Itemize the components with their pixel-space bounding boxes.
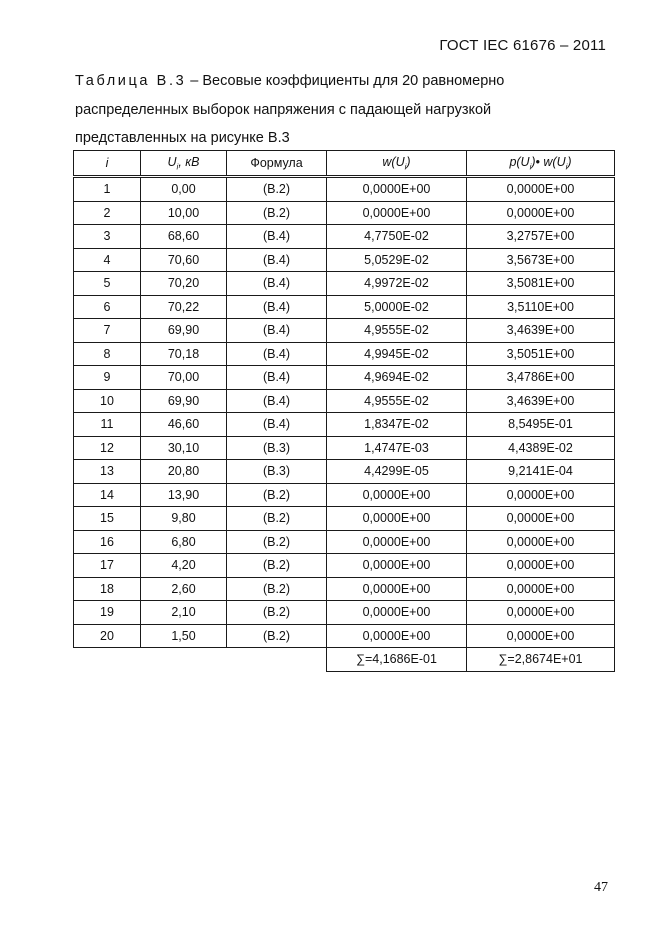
cell-voltage: 30,10 (141, 436, 227, 460)
cell-weight: 0,0000E+00 (327, 507, 467, 531)
cell-weighted-product: 3,5051E+00 (467, 342, 615, 366)
cell-formula: (В.4) (227, 366, 327, 390)
cell-index: 7 (74, 319, 141, 343)
cell-index: 10 (74, 389, 141, 413)
document-standard-header: ГОСТ IEC 61676 – 2011 (439, 37, 606, 54)
cell-weighted-product: 4,4389E-02 (467, 436, 615, 460)
cell-weighted-product: 0,0000E+00 (467, 554, 615, 578)
column-header-formula: Формула (227, 151, 327, 177)
cell-formula: (В.4) (227, 319, 327, 343)
table-row (74, 483, 615, 507)
cell-index: 13 (74, 460, 141, 484)
cell-formula: (В.4) (227, 413, 327, 437)
table-header-row (74, 151, 615, 177)
cell-formula: (В.2) (227, 201, 327, 225)
cell-index: 20 (74, 624, 141, 648)
cell-index: 16 (74, 530, 141, 554)
table-row (74, 389, 615, 413)
cell-weight: 4,7750E-02 (327, 225, 467, 249)
cell-index: 19 (74, 601, 141, 625)
table-row (74, 319, 615, 343)
cell-weight: 4,9945E-02 (327, 342, 467, 366)
cell-voltage: 2,10 (141, 601, 227, 625)
cell-index: 2 (74, 201, 141, 225)
cell-weighted-product: 3,5673E+00 (467, 248, 615, 272)
cell-voltage: 0,00 (141, 177, 227, 202)
cell-weighted-product: 8,5495E-01 (467, 413, 615, 437)
cell-index: 5 (74, 272, 141, 296)
cell-voltage: 46,60 (141, 413, 227, 437)
cell-weighted-product: 0,0000E+00 (467, 577, 615, 601)
cell-voltage: 20,80 (141, 460, 227, 484)
cell-weighted-product: 3,5110E+00 (467, 295, 615, 319)
table-row (74, 342, 615, 366)
table-row (74, 436, 615, 460)
cell-formula: (В.4) (227, 342, 327, 366)
cell-weight: 4,9694E-02 (327, 366, 467, 390)
cell-weighted-product: 0,0000E+00 (467, 483, 615, 507)
cell-weighted-product: 3,2757E+00 (467, 225, 615, 249)
cell-weight: 0,0000E+00 (327, 601, 467, 625)
table-row (74, 366, 615, 390)
table-row (74, 177, 615, 202)
cell-weight: 0,0000E+00 (327, 483, 467, 507)
cell-index: 4 (74, 248, 141, 272)
cell-voltage: 69,90 (141, 389, 227, 413)
column-header-i: i (74, 151, 141, 177)
cell-weight: 0,0000E+00 (327, 530, 467, 554)
cell-index: 6 (74, 295, 141, 319)
caption-line-3: представленных на рисунке В.3 (75, 130, 290, 146)
cell-voltage: 13,90 (141, 483, 227, 507)
cell-index: 12 (74, 436, 141, 460)
cell-weight: 4,9555E-02 (327, 389, 467, 413)
weight-coefficients-table (73, 150, 615, 672)
cell-formula: (В.4) (227, 295, 327, 319)
cell-voltage: 70,22 (141, 295, 227, 319)
cell-formula: (В.4) (227, 248, 327, 272)
cell-voltage: 70,20 (141, 272, 227, 296)
cell-voltage: 70,18 (141, 342, 227, 366)
cell-index: 8 (74, 342, 141, 366)
table-row (74, 225, 615, 249)
cell-index: 3 (74, 225, 141, 249)
column-header-weighted-product: $p(U_i)•$ $w(U_i)$ (467, 151, 615, 177)
table-caption (75, 67, 615, 153)
cell-formula: (В.4) (227, 389, 327, 413)
cell-weight: 0,0000E+00 (327, 577, 467, 601)
sum-blank-cell (141, 648, 227, 672)
cell-index: 15 (74, 507, 141, 531)
cell-voltage: 70,60 (141, 248, 227, 272)
cell-formula: (В.2) (227, 624, 327, 648)
cell-formula: (В.4) (227, 225, 327, 249)
table-row (74, 295, 615, 319)
cell-weight: 4,9555E-02 (327, 319, 467, 343)
table-row (74, 272, 615, 296)
table-row (74, 554, 615, 578)
cell-voltage: 6,80 (141, 530, 227, 554)
cell-weight: 5,0000E-02 (327, 295, 467, 319)
caption-line-1 (75, 67, 615, 96)
cell-voltage: 1,50 (141, 624, 227, 648)
cell-formula: (В.2) (227, 577, 327, 601)
cell-formula: (В.2) (227, 507, 327, 531)
caption-text-1: – Весовые коэффициенты для 20 равномерно (186, 73, 505, 89)
cell-voltage: 69,90 (141, 319, 227, 343)
cell-formula: (В.2) (227, 483, 327, 507)
cell-weight: 0,0000E+00 (327, 554, 467, 578)
table-row (74, 413, 615, 437)
cell-weight: 0,0000E+00 (327, 624, 467, 648)
cell-index: 9 (74, 366, 141, 390)
page-number: 47 (594, 880, 608, 895)
cell-weighted-product: 0,0000E+00 (467, 530, 615, 554)
cell-index: 11 (74, 413, 141, 437)
cell-formula: (В.3) (227, 436, 327, 460)
cell-weighted-product: 3,4639E+00 (467, 389, 615, 413)
cell-weight: 4,4299E-05 (327, 460, 467, 484)
cell-index: 17 (74, 554, 141, 578)
cell-index: 18 (74, 577, 141, 601)
cell-voltage: 70,00 (141, 366, 227, 390)
table-row (74, 577, 615, 601)
cell-weighted-product: 0,0000E+00 (467, 177, 615, 202)
cell-weighted-product: 3,5081E+00 (467, 272, 615, 296)
cell-weighted-product: 0,0000E+00 (467, 601, 615, 625)
cell-formula: (В.2) (227, 177, 327, 202)
cell-voltage: 4,20 (141, 554, 227, 578)
cell-index: 14 (74, 483, 141, 507)
cell-weight: 1,4747E-03 (327, 436, 467, 460)
cell-formula: (В.2) (227, 530, 327, 554)
cell-weighted-product: 0,0000E+00 (467, 507, 615, 531)
cell-weighted-product: 0,0000E+00 (467, 624, 615, 648)
sum-weighted-product-cell: ∑=2,8674E+01 (467, 648, 615, 672)
table-row (74, 507, 615, 531)
cell-weight: 5,0529E-02 (327, 248, 467, 272)
cell-index: 1 (74, 177, 141, 202)
cell-voltage: 68,60 (141, 225, 227, 249)
cell-weighted-product: 9,2141E-04 (467, 460, 615, 484)
column-header-weight: $w(U_i)$ (327, 151, 467, 177)
table-row (74, 460, 615, 484)
cell-weight: 1,8347E-02 (327, 413, 467, 437)
sum-weight-cell: ∑=4,1686E-01 (327, 648, 467, 672)
sum-row (74, 648, 615, 672)
table-body (74, 177, 615, 648)
caption-label: Таблица В.3 (75, 73, 187, 89)
cell-formula: (В.4) (227, 272, 327, 296)
cell-weight: 0,0000E+00 (327, 177, 467, 202)
cell-voltage: 9,80 (141, 507, 227, 531)
table-row (74, 530, 615, 554)
cell-weighted-product: 0,0000E+00 (467, 201, 615, 225)
table-row (74, 624, 615, 648)
column-header-voltage: $U_i$, кВ (141, 151, 227, 177)
sum-blank-cell (74, 648, 141, 672)
cell-formula: (В.2) (227, 554, 327, 578)
table-row (74, 201, 615, 225)
cell-weighted-product: 3,4639E+00 (467, 319, 615, 343)
cell-voltage: 2,60 (141, 577, 227, 601)
cell-weight: 0,0000E+00 (327, 201, 467, 225)
cell-formula: (В.3) (227, 460, 327, 484)
cell-voltage: 10,00 (141, 201, 227, 225)
table-row (74, 248, 615, 272)
sum-blank-cell (227, 648, 327, 672)
cell-formula: (В.2) (227, 601, 327, 625)
table-row (74, 601, 615, 625)
cell-weight: 4,9972E-02 (327, 272, 467, 296)
cell-weighted-product: 3,4786E+00 (467, 366, 615, 390)
caption-line-2: распределенных выборок напряжения с падающей нагрузкой (75, 101, 492, 118)
